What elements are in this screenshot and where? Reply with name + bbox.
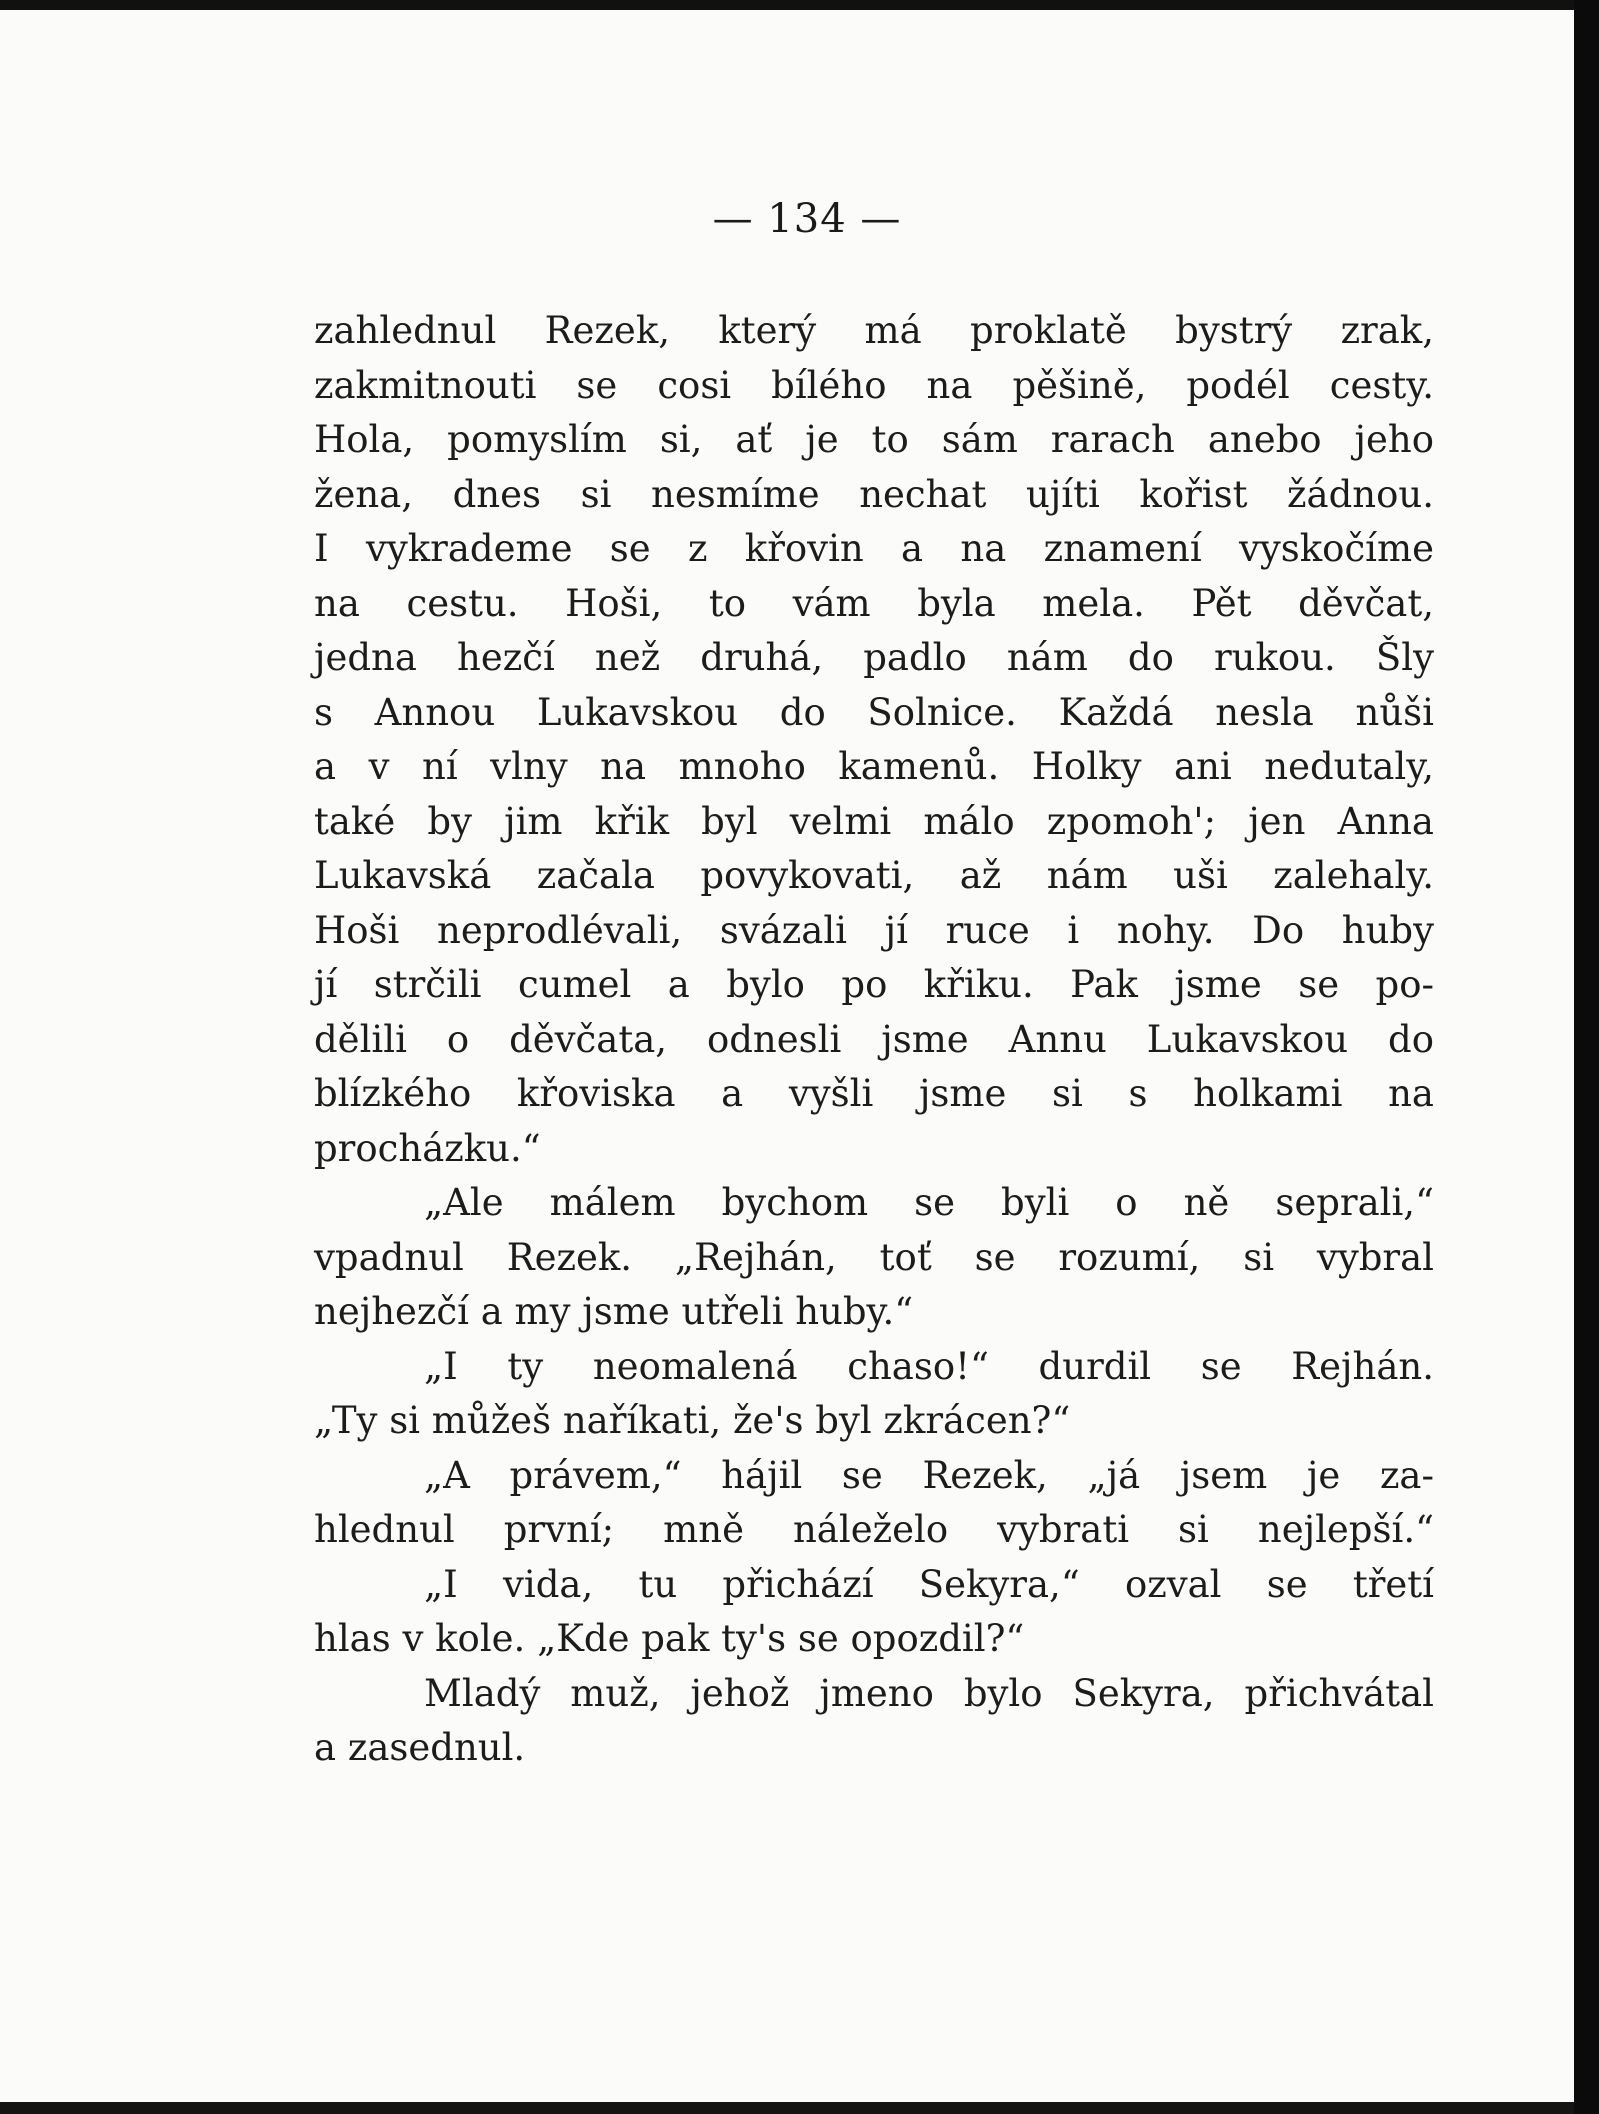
text-line: „I ty neomalená chaso!“ durdil se Rejhán. <box>424 1344 1434 1388</box>
text-line: také by jim křik byl velmi málo zpomoh'; jen Anna <box>314 799 1434 843</box>
text-line: žena, dnes si nesmíme nechat ujíti kořist žádnou. <box>314 472 1434 516</box>
text-line: procházku.“ <box>314 1126 541 1170</box>
text-line: a zasednul. <box>314 1726 526 1769</box>
text-line: s Annou Lukavskou do Solnice. Každá nesla nůši <box>314 690 1434 734</box>
text-line: dělili o děvčata, odnesli jsme Annu Lukavskou do <box>314 1017 1434 1061</box>
text-line: blízkého křoviska a vyšli jsme si s holkami na <box>314 1072 1434 1115</box>
text-line: zakmitnouti se cosi bílého na pěšině, podél cesty. <box>314 363 1434 407</box>
text-line: I vykrademe se z křovin a na znamení vyskočíme <box>314 527 1434 570</box>
text-line: „A právem,“ hájil se Rezek, „já jsem je za- <box>424 1453 1434 1497</box>
text-line: „Ty si můžeš naříkati, že's byl zkrácen?“ <box>314 1399 1071 1442</box>
text-line: zahlednul Rezek, který má proklatě bystrý zrak, <box>314 309 1434 352</box>
text-line: „I vida, tu přichází Sekyra,“ ozval se třetí <box>424 1562 1434 1606</box>
text-line: hlas v kole. „Kde pak ty's se opozdil?“ <box>314 1617 1025 1660</box>
scan-edge-top <box>0 0 1574 10</box>
text-line: Mladý muž, jehož jmeno bylo Sekyra, přichvátal <box>424 1671 1434 1715</box>
text-line: „Ale málem bychom se byli o ně seprali,“ <box>424 1181 1434 1224</box>
scan-edge-bottom <box>0 2102 1574 2114</box>
text-line: jedna hezčí než druhá, padlo nám do rukou. Šly <box>314 636 1434 679</box>
text-line: Hoši neprodlévali, svázali jí ruce i nohy. Do huby <box>314 908 1434 952</box>
text-line: Lukavská začala povykovati, až nám uši zalehaly. <box>314 854 1434 897</box>
text-line: jí strčili cumel a bylo po křiku. Pak jsme se po- <box>314 963 1434 1006</box>
page-number: — 134 — <box>712 196 902 242</box>
text-line: na cestu. Hoši, to vám byla mela. Pět děvčat, <box>314 581 1434 625</box>
text-line: Hola, pomyslím si, ať je to sám rarach anebo jeho <box>314 418 1434 461</box>
body-text <box>314 304 1434 1776</box>
text-line: a v ní vlny na mnoho kamenů. Holky ani nedutaly, <box>314 745 1434 788</box>
text-line: nejhezčí a my jsme utřeli huby.“ <box>314 1290 914 1333</box>
scan-edge-right <box>1574 0 1599 2114</box>
text-line: hlednul první; mně náleželo vybrati si nejlepší.“ <box>314 1508 1434 1551</box>
text-line: vpadnul Rezek. „Rejhán, toť se rozumí, si vybral <box>314 1235 1434 1279</box>
